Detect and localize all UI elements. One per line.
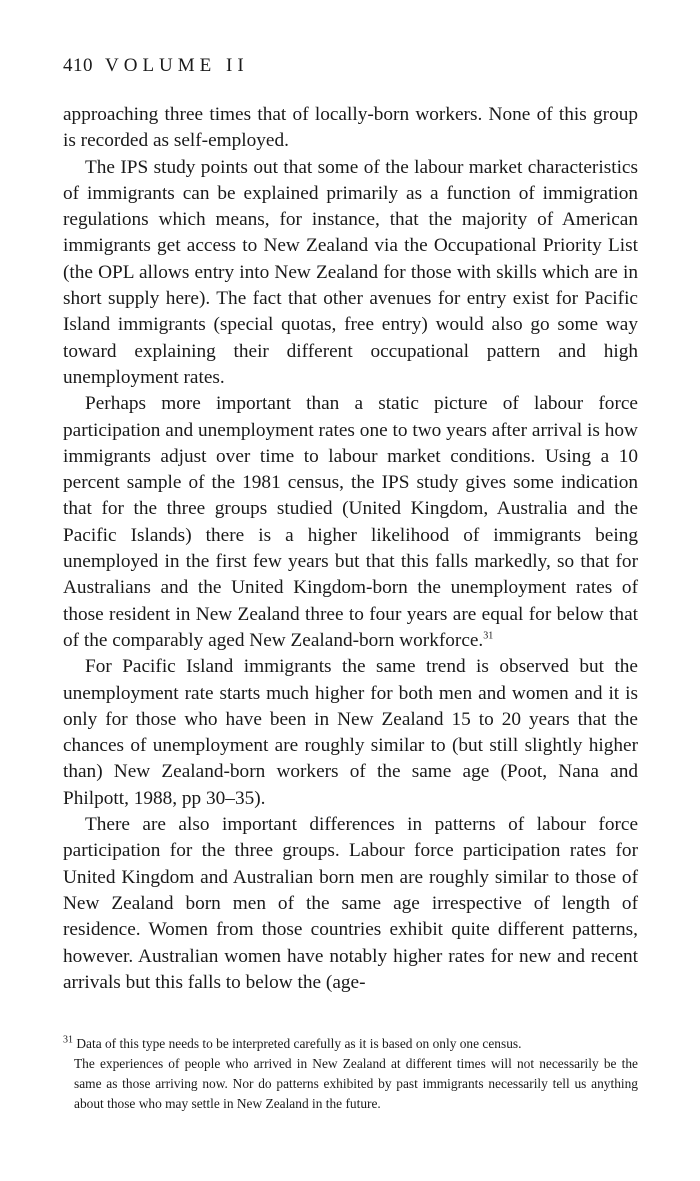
footnote-marker: 31	[63, 1034, 73, 1046]
paragraph: The IPS study points out that some of the labour market characteristics of immigrants can be explained primarily as a function of immigration regulations which means, for instance, that the majority of American immigrants get access to New Zealand via the Occupational Priority List (the OPL allows entry into New Zealand for those with skills which are in short supply here). The fact that other avenues for entry exist for Pacific Island immigrants (special quotas, free entry) would also go some way toward explaining their different occupational pattern and high unemployment rates.	[63, 156, 638, 388]
paragraph	[63, 391, 638, 654]
body-text	[63, 102, 638, 996]
paragraph-text: Perhaps more important than a static picture of labour force participation and unemployment rates one to two years after arrival is how immigrants adjust over time to labour market conditions. Using a 10 percent sample of the 1981 census, the IPS study gives some indication that for the three groups studied (United Kingdom, Australia and the Pacific Islands) there is a higher likelihood of immigrants being unemployed in the first few years but that this falls markedly, so that for Australians and the United Kingdom-born the unemployment rates of those resident in New Zealand three to four years are equal for below that of the comparably aged New Zealand-born workforce.	[63, 393, 638, 651]
footnote-first-text: Data of this type needs to be interpreted carefully as it is based on only one census.	[76, 1036, 522, 1051]
footnote-first-line	[63, 1034, 638, 1054]
paragraph: There are also important differences in patterns of labour force participation for the three groups. Labour force participation rates for United Kingdom and Australian born men are roughly similar to those of New Zealand born men of the same age irrespective of length of residence. Women from those countries exhibit quite different patterns, however. Australian women have notably higher rates for new and recent arrivals but this falls to below the (age-	[63, 814, 638, 993]
footnote-reference[interactable]: 31	[483, 630, 494, 642]
footnote-text: The experiences of people who arrived in New Zealand at different times will not necessarily be the same as those arriving now. Nor do patterns exhibited by past immigrants necessarily tell us anything about those who may settle in New Zealand in the future.	[74, 1056, 638, 1111]
running-header	[63, 55, 249, 77]
paragraph-continued: approaching three times that of locally-born workers. None of this group is recorded as self-employed.	[63, 104, 638, 152]
footnote	[63, 1034, 638, 1114]
paragraph: For Pacific Island immigrants the same trend is observed but the unemployment rate starts much higher for both men and women and it is only for those who have been in New Zealand 15 to 20 years that the chances of unemployment are roughly similar to (but still slightly higher than) New Zealand-born workers of the same age (Poot, Nana and Philpott, 1988, pp 30–35).	[63, 656, 638, 809]
page-number: 410	[63, 55, 93, 76]
volume-title: VOLUME II	[105, 55, 249, 76]
